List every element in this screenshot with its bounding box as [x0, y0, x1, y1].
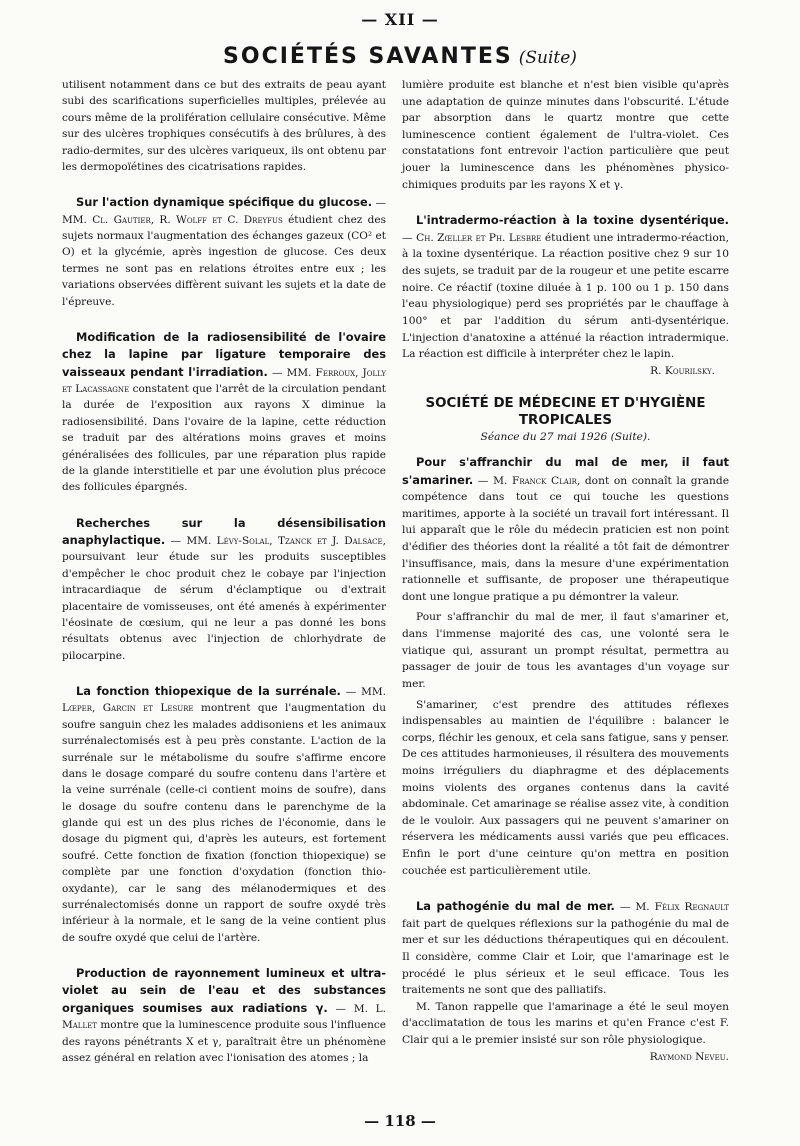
- article-authors: MM. Cl. Gautier, R. Wolff et C. Dreyfus: [62, 213, 283, 226]
- article-authors: MM. Ferroux, Jolly et Lacassagne: [62, 366, 386, 395]
- roman-page-number: — XII —: [361, 10, 439, 29]
- article-body: étudient chez des sujets normaux l'augmentation des échanges gazeux (CO² et O) et la glycémie, après ingestion de glucose. Ces deux termes ne sont pas en relations étroites entre eux ; les variations observées diffèrent suivant les sujets et la date de l'épreuve.: [62, 213, 386, 308]
- article-body: montre que la luminescence produite sous l'influence des rayons pénétrants X et γ, paraîtrait être un phénomène assez général en relation avec l'ionisation des atomes ; la: [62, 1019, 386, 1064]
- article-mal-de-mer: Pour s'affranchir du mal de mer, il faut s'amariner. — M. Franck Clair, dont on connaît la grande compétence dans tout ce qui touche les questions maritimes, apporte à la société un travail fort intéressant. Il lui apparaît que le rôle du médecin praticien est non point d'édifier des théories dont la réalité a tôt fait de démontrer l'insuffisance, mais, dans la mesure d'une expérimentation rationnelle et suffisante, de proposer une thérapeutique dont une longue pratique a pu démontrer la valeur.: [402, 454, 729, 603]
- article-body: montrent que l'augmentation du soufre sanguin chez les malades addisoniens et les animaux surrénalectomisés est à peu près constante. L'action de la surrénale sur le métabolisme du soufre s'affirme encore dans le dosage comparé du soufre contenu dans l'artère et la veine surrénale (celle-ci contient moins de soufre), dans le dosage du soufre contenu dans le parenchyme de la glande qui est un des plus riches de l'économie, dans le dosage du pigment qui, d'après les auteurs, est fortement soufré. Cette fonction de fixation (fonction thiopexique) se complète par une fonction d'oxydation (fonction thio-oxydante), car le sang des mélanodermiques et des surrénalectomisés donne un rapport de soufre oxydé très inférieur à la normale, et le sang de la veine contient plus de soufre oxydé que celui de l'artère.: [62, 702, 386, 944]
- tanon-text: M. Tanon rappelle que l'amarinage a été le seul moyen d'acclimatation de tous les marins et qu'en France c'est F. Clair qui a le premier insisté sur son rôle physiologique.: [402, 999, 729, 1047]
- mal-de-mer-paragraph: S'amariner, c'est prendre des attitudes réflexes indispensables au maintien de l'équilibre : balancer le corps, fléchir les genoux, et cela sans fatigue, sans y penser. De ces attitudes harmonieuses, il résultera des mouvements moins irréguliers du diaphragme et des déplacements moins violents des organes contenus dans la cavité abdominale. Cet amarinage se réalise assez vite, à condition de le vouloir. Aux passagers qui ne peuvent s'amariner on réservera les médicaments aussi variés que peu efficaces. Enfin le port d'une ceinture qu'on mettra en position couchée est particulièrement utile.: [402, 697, 729, 877]
- article-body: étudient une intradermo-réaction, à la toxine dysentérique. La réaction positive chez 9 sur 10 des sujets, se traduit par de la rougeur et une petite escarre noire. Ce réactif (toxine diluée à 1 p. 100 ou 1 p. 150 dans l'eau physiologique) perd ses propriétés par le chauffage à 100° et par l'addition du sérum anti-dysentérique. L'injection d'anatoxine a atténué la réaction intradermique. La réaction est difficile à interpréter chez le lapin.: [402, 230, 729, 361]
- glucose-prelude: utilisent notamment dans ce but des extraits de peau ayant subi des scarifications superficielles multiples, prélevée au cours même de la prolifération cellulaire consécutive. Même sur des ulcères trophiques consécutifs à des brûlures, à des radio-dermites, sur des ulcères variqueux, ils ont obtenu par les dermopoïétines des cicatrisations rapides.: [62, 79, 386, 173]
- article-authors: MM. Lévy-Solal, Tzanck et J. Dalsace: [186, 535, 383, 547]
- seance-date: Séance du 27 mai 1926 (Suite).: [480, 430, 651, 444]
- article-body: constatent que l'arrêt de la circulation pendant la durée de l'exposition aux rayons X diminue la radiosensibilité. Dans l'ovaire de la lapine, cette réduction se traduit par des altérations moins graves et moins généralisées des follicules, par une réparation plus rapide de la glande interstitielle et par une évolution plus précoce des follicules épargnés.: [62, 383, 387, 494]
- article-authors: M. Franck Clair: [493, 473, 577, 487]
- article-surrenale: La fonction thiopexique de la surrénale. — MM. Lœper, Garcin et Lesure montrent que l'augmentation du soufre sanguin chez les malades addisoniens et les animaux surrénalectomisés est à peu près constante. L'action de la surrénale sur le métabolisme du soufre s'affirme encore dans le dosage comparé du soufre contenu dans l'artère et la veine surrénale (celle-ci contient moins de soufre), dans le dosage du soufre contenu dans le parenchyme de la glande qui est un des plus riches de l'économie, dans le dosage du pigment qui, d'après les auteurs, est fortement soufré. Cette fonction de fixation (fonction thiopexique) se complète par une fonction d'oxydation (fonction thio-oxydante), car le sang des mélanodermiques et des surrénalectomisés donne un rapport de soufre oxydé très inférieur à la normale, et le sang de la veine contient plus de soufre oxydé que celui de l'artère.: [62, 684, 386, 944]
- signature-text: R. Kourilsky.: [650, 363, 715, 377]
- article-pathogenie: La pathogénie du mal de mer. — M. Félix Regnault fait part de quelques réflexions sur la pathogénie du mal de mer et sur les déductions thérapeutiques qui en découlent. Il considère, comme Clair et Loir, que l'amarinage est le procédé le plus sérieux et le seul efficace. Tous les traitements ne sont que des palliatifs.: [402, 899, 729, 997]
- right-column: [402, 77, 729, 1065]
- article-heading: Modification de la radiosensibilité de l'ovaire chez la lapine par ligature temporaire des vaisseaux pendant l'irradiation.: [62, 329, 386, 379]
- pathogenie-tanon: [402, 999, 729, 1063]
- page-title: [0, 44, 800, 69]
- left-column: [62, 77, 386, 1066]
- article-heading: L'intradermo-réaction à la toxine dysentérique.: [416, 213, 729, 228]
- signature-neveu: Raymond Neveu.: [649, 1049, 729, 1063]
- article-body: poursuivant leur étude sur les produits susceptibles d'empêcher le choc produit chez le cobaye par l'injection intracardiaque de sérum d'éclamptique ou d'extrait placentaire de vomisseuses, ont été amenés à expérimenter l'éosinate de cœsium, qui ne leur a pas donné les bons résultats obtenus avec l'injection de chlorhydrate de pilocarpine.: [62, 551, 386, 662]
- article-body: fait part de quelques réflexions sur la pathogénie du mal de mer et sur les déductions thérapeutiques qui en découlent. Il considère, comme Clair et Loir, que l'amarinage est le procédé le plus sérieux et le seul efficace. Tous les traitements ne sont que des palliatifs.: [402, 916, 729, 997]
- article-radiosensibilite: Modification de la radiosensibilité de l'ovaire chez la lapine par ligature temporaire des vaisseaux pendant l'irradiation. — MM. Ferroux, Jolly et Lacassagne constatent que l'arrêt de la circulation pendant la durée de l'exposition aux rayons X diminue la radiosensibilité. Dans l'ovaire de la lapine, cette réduction se traduit par des altérations moins graves et moins généralisées des follicules, par une réparation plus rapide de la glande interstitielle et par une évolution plus précoce des follicules épargnés.: [62, 329, 387, 494]
- article-intradermo: L'intradermo-réaction à la toxine dysentérique. — Ch. Zœller et Ph. Lesbre étudient une intradermo-réaction, à la toxine dysentérique. La réaction positive chez 9 sur 10 des sujets, se traduit par de la rougeur et une petite escarre noire. Ce réactif (toxine diluée à 1 p. 100 ou 1 p. 150 dans l'eau physiologique) perd ses propriétés par le chauffage à 100° et par l'addition du sérum anti-dysentérique. L'injection d'anatoxine a atténué la réaction intradermique. La réaction est difficile à interpréter chez le lapin.: [402, 213, 729, 361]
- article-glucose: Sur l'action dynamique spécifique du glucose. — MM. Cl. Gautier, R. Wolff et C. Dreyfus étudient chez des sujets normaux l'augmentation des échanges gazeux (CO² et O) et la glycémie, après ingestion de glucose. Ces deux termes ne sont pas en relations étroites entre eux ; les variations observées diffèrent suivant les sujets et la date de l'épreuve.: [62, 195, 386, 308]
- article-authors: M. L. Mallet: [62, 1002, 386, 1032]
- article-heading: Sur l'action dynamique spécifique du glucose.: [76, 195, 373, 210]
- article-heading: La pathogénie du mal de mer.: [416, 899, 615, 914]
- article-authors: MM. Lœper, Garcin et Lesure: [62, 686, 386, 715]
- article-authors: Ch. Zœller et Ph. Lesbre: [416, 230, 542, 244]
- title-main: SOCIÉTÉS SAVANTES: [223, 44, 513, 69]
- article-heading: Recherches sur la désensibilisation anaphylactique.: [62, 515, 386, 547]
- article-heading: La fonction thiopexique de la surrénale.: [76, 684, 341, 698]
- rayonnement-continuation: lumière produite est blanche et n'est bien visible qu'après une adaptation de quinze minutes dans l'obscurité. L'étude par absorption dans le quartz montre que cette luminescence contient également de l'ultra-violet. Ces constatations font entrevoir l'action particulière que peut jouer la luminescence dans les phénomènes physico-chimiques produits par les rayons X et γ.: [402, 78, 729, 191]
- article-heading: Production de rayonnement lumineux et ultra-violet au sein de l'eau et des substances organiques soumises aux radiations γ.: [62, 966, 386, 1015]
- article-heading: Pour s'affranchir du mal de mer, il faut s'amariner.: [402, 454, 729, 487]
- section-title: SOCIÉTÉ DE MÉDECINE ET D'HYGIÈNE TROPICALES: [425, 396, 706, 429]
- article-desensibilisation: Recherches sur la désensibilisation anaphylactique. — MM. Lévy-Solal, Tzanck et J. Dalsace, poursuivant leur étude sur les produits susceptibles d'empêcher le choc produit chez le cobaye par l'injection intracardiaque de sérum d'éclamptique ou d'extrait placentaire de vomisseuses, ont été amenés à expérimenter l'éosinate de cœsium, qui ne leur a pas donné les bons résultats obtenus avec l'injection de chlorhydrate de pilocarpine.: [62, 515, 386, 662]
- article-authors: M. Félix Regnault: [635, 900, 729, 914]
- folio-number: — 118 —: [364, 1112, 436, 1130]
- signature-kourilsky: [402, 363, 729, 380]
- article-rayonnement: Production de rayonnement lumineux et ultra-violet au sein de l'eau et des substances organiques soumises aux radiations γ. — M. L. Mallet montre que la luminescence produite sous l'influence des rayons pénétrants X et γ, paraîtrait être un phénomène assez général en relation avec l'ionisation des atomes ; la: [62, 966, 386, 1064]
- title-suffix: (Suite): [518, 48, 577, 68]
- article-body: dont on connaît la grande compétence dans tout ce qui touche les questions maritimes, apporte à la société un travail fort intéressant. Il lui apparaît que le rôle du médecin praticien est non point d'édifier des théories dont la réalité a tôt fait de démontrer l'insuffisance, mais, dans la mesure d'une expérimentation rationnelle et suffisante, de proposer une thérapeutique dont une longue pratique a pu démontrer la valeur.: [402, 473, 729, 603]
- mal-de-mer-paragraph: Pour s'affranchir du mal de mer, il faut s'amariner et, dans l'immense majorité des cas, une volonté sera le viatique qui, assurant un prompt résultat, permettra au passager de jouir de tous les avantages d'un voyage sur mer.: [402, 610, 729, 690]
